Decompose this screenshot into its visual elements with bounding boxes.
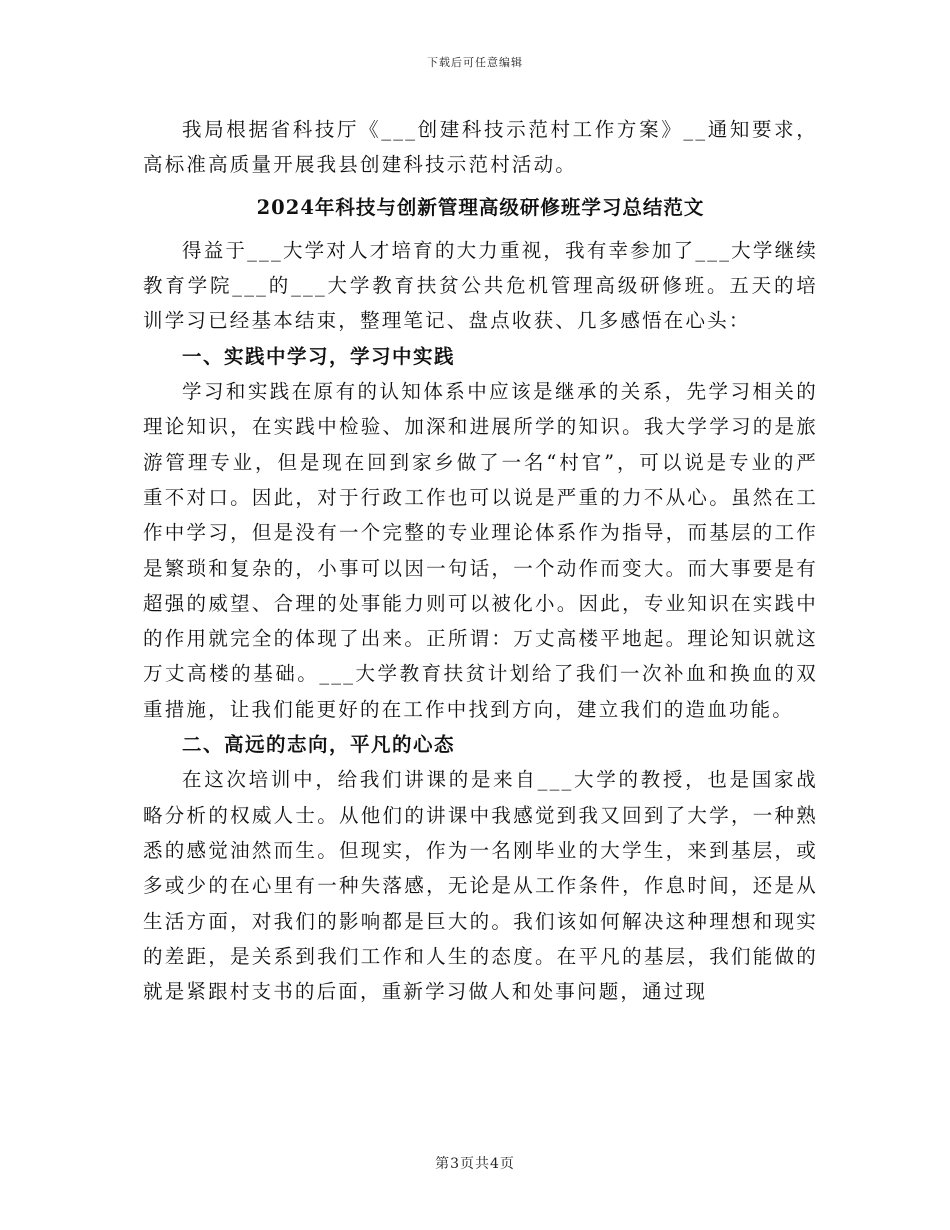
document-title: 2024年科技与创新管理高级研修班学习总结范文 (256, 195, 705, 219)
paragraph-2: 学习和实践在原有的认知体系中应该是继承的关系，先学习相关的理论知识，在实践中检验、加深和进展所学的知识。我大学学习的是旅游管理专业，但是现在回到家乡做了一名“村官”，可以说是专业的严重不对口。因此，对于行政工作也可以说是严重的力不从心。虽然在工作中学习，但是没有一个完整的专业理论体系作为指导，而基层的工作是繁琐和复杂的，小事可以因一句话，一个动作而变大。而大事要是有超强的威望、合理的处事能力则可以被化小。因此，专业知识在实践中的作用就完全的体现了出来。正所谓：万丈高楼平地起。理论知识就这万丈高楼的基础。___大学教育扶贫计划给了我们一次补血和换血的双重措施，让我们能更好的在工作中找到方向，建立我们的造血功能。 (143, 380, 818, 721)
section-heading-2: 二、高远的志向，平凡的心态 (182, 733, 456, 757)
document-body (143, 112, 818, 1009)
paragraph-3: 在这次培训中，给我们讲课的是来自___大学的教授，也是国家战略分析的权威人士。从他们的讲课中我感觉到我又回到了大学，一种熟悉的感觉油然而生。但现实，作为一名刚毕业的大学生，来到基层，或多或少的在心里有一种失落感，无论是从工作条件，作息时间，还是从生活方面，对我们的影响都是巨大的。我们该如何解决这种理想和现实的差距，是关系到我们工作和人生的态度。在平凡的基层，我们能做的就是紧跟村支书的后面，重新学习做人和处事问题，通过现 (143, 768, 818, 1004)
intro-paragraph: 我局根据省科技厅《___创建科技示范村工作方案》__通知要求，高标准高质量开展我县创建科技示范村活动。 (143, 118, 818, 177)
paragraph-1: 得益于___大学对人才培育的大力重视，我有幸参加了___大学继续教育学院___的___大学教育扶贫公共危机管理高级研修班。五天的培训学习已经基本结束，整理笔记、盘点收获、几多感悟在心头： (143, 238, 818, 333)
header-note: 下载后可任意编辑 (427, 56, 523, 69)
page-indicator: 第3页共4页 (435, 1156, 515, 1172)
section-heading-1: 一、实践中学习，学习中实践 (182, 344, 456, 368)
